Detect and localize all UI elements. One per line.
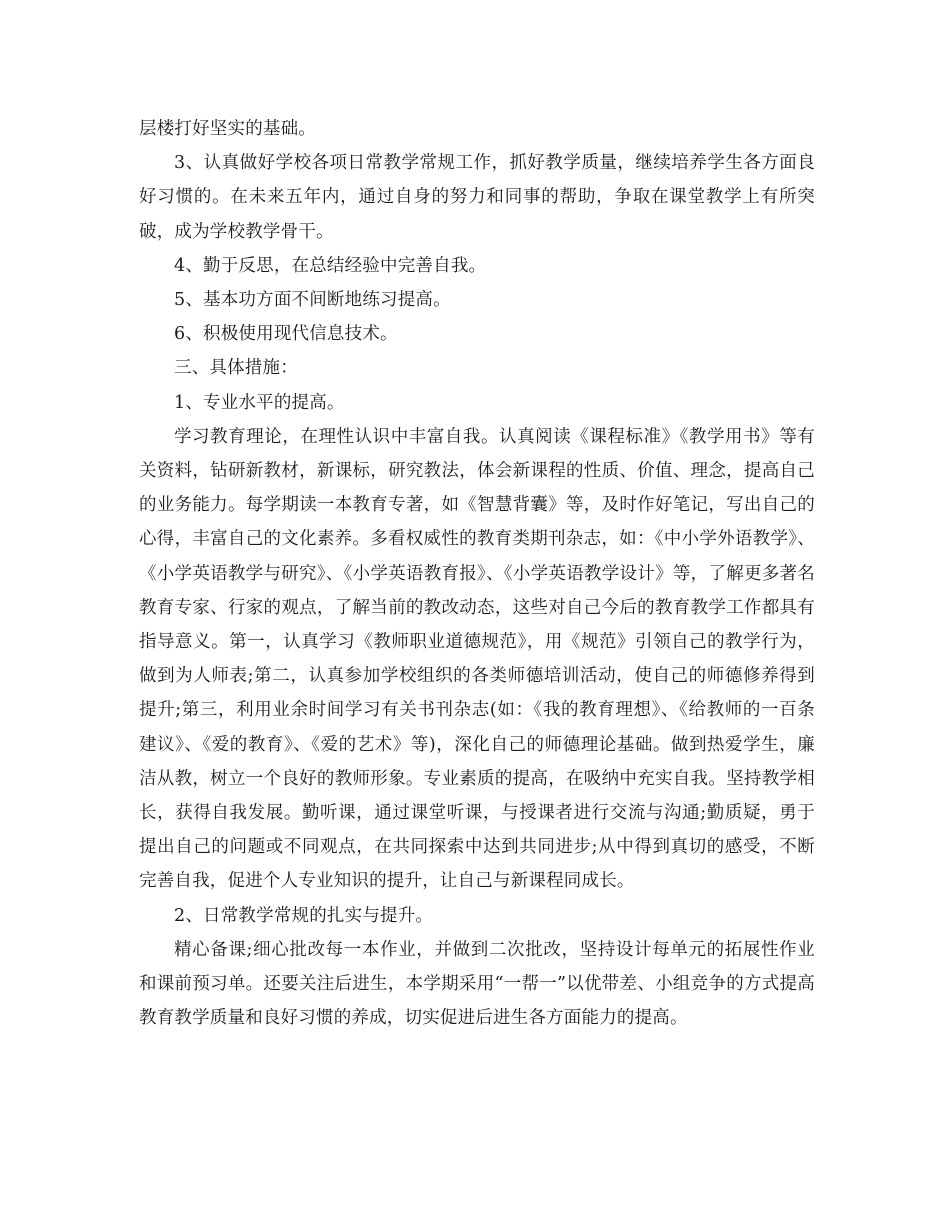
paragraph-item-4: 4、勤于反思，在总结经验中完善自我。	[174, 255, 487, 276]
paragraph-professional-level: 学习教育理论，在理性认识中丰富自我。认真阅读《课程标准》《教学用书》等有关资料，钻研新教材，新课标，研究教法，体会新课程的性质、价值、理念，提高自己的业务能力。每学期读一本教育专著，如《智慧背囊》等，及时作好笔记，写出自己的心得，丰富自己的文化素养。多看权威性的教育类期刊杂志，如：《中小学外语教学》、《小学英语教学与研究》、《小学英语教育报》、《小学英语教学设计》等，了解更多著名教育专家、行家的观点，了解当前的教改动态，这些对自己今后的教育教学工作都具有指导意义。第一，认真学习《教师职业道德规范》，用《规范》引领自己的教学行为，做到为人师表;第二，认真参加学校组织的各类师德培训活动，使自己的师德修养得到提升;第三，利用业余时间学习有关书刊杂志(如：《我的教育理想》、《给教师的一百条建议》、《爱的教育》、《爱的艺术》等)，深化自己的师德理论基础。做到热爱学生，廉洁从教，树立一个良好的教师形象。专业素质的提高，在吸纳中充实自我。坚持教学相长，获得自我发展。勤听课，通过课堂听课，与授课者进行交流与沟通;勤质疑，勇于提出自己的问题或不同观点，在共同探索中达到共同进步;从中得到真切的感受，不断完善自我，促进个人专业知识的提升，让自己与新课程同成长。	[139, 426, 815, 892]
document-body	[139, 112, 815, 1035]
paragraph-item-3: 3、认真做好学校各项日常教学常规工作，抓好教学质量，继续培养学生各方面良好习惯的。在未来五年内，通过自身的努力和同事的帮助，争取在课堂教学上有所突破，成为学校教学骨干。	[139, 153, 815, 242]
section-heading-measures: 三、具体措施：	[174, 358, 298, 379]
paragraph-item-6: 6、积极使用现代信息技术。	[174, 324, 398, 345]
subheading-daily-routine: 2、日常教学常规的扎实与提升。	[174, 905, 434, 926]
subheading-professional-level: 1、专业水平的提高。	[174, 392, 345, 413]
paragraph-item-5: 5、基本功方面不间断地练习提高。	[174, 290, 451, 311]
paragraph-daily-routine: 精心备课;细心批改每一本作业，并做到二次批改，坚持设计每单元的拓展性作业和课前预习单。还要关注后进生，本学期采用“一帮一”以优带差、小组竞争的方式提高教育教学质量和良好习惯的养成，切实促进后进生各方面能力的提高。	[139, 939, 815, 1029]
paragraph-continuation: 层楼打好坚实的基础。	[139, 119, 316, 139]
